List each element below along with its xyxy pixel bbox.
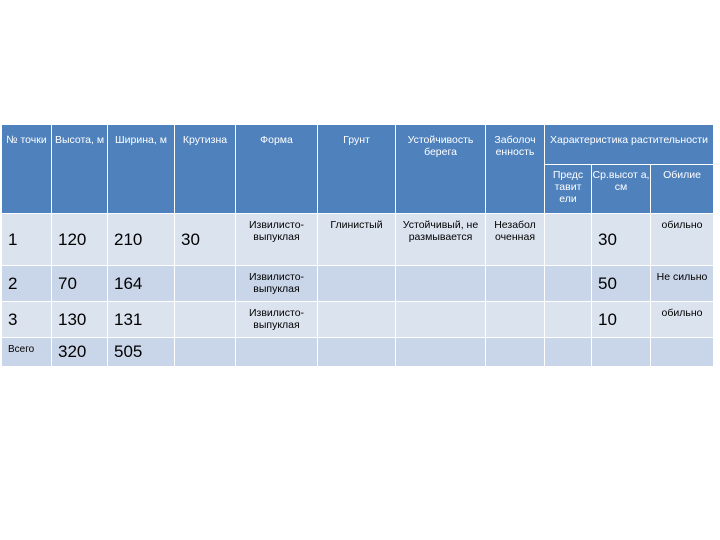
cell-height: 120 bbox=[52, 214, 108, 266]
header-point: № точки bbox=[2, 125, 52, 214]
cell-shape: Извилисто-выпуклая bbox=[236, 302, 318, 338]
cell-soil bbox=[318, 266, 396, 302]
cell-abundance: обильно bbox=[651, 302, 714, 338]
cell-shape: Извилисто-выпуклая bbox=[236, 214, 318, 266]
cell-abundance bbox=[651, 338, 714, 367]
cell-height: 130 bbox=[52, 302, 108, 338]
cell-bank-stability bbox=[396, 266, 486, 302]
cell-point: 1 bbox=[2, 214, 52, 266]
cell-avg-height: 50 bbox=[592, 266, 651, 302]
cell-soil: Глинистый bbox=[318, 214, 396, 266]
cell-width: 131 bbox=[108, 302, 175, 338]
cell-swampiness: Незабол оченная bbox=[486, 214, 545, 266]
header-soil: Грунт bbox=[318, 125, 396, 214]
cell-width: 210 bbox=[108, 214, 175, 266]
cell-bank-stability: Устойчивый, не размывается bbox=[396, 214, 486, 266]
cell-soil bbox=[318, 302, 396, 338]
cell-bank-stability bbox=[396, 338, 486, 367]
cell-height: 320 bbox=[52, 338, 108, 367]
header-abundance: Обилие bbox=[651, 165, 714, 214]
cell-soil bbox=[318, 338, 396, 367]
header-shape: Форма bbox=[236, 125, 318, 214]
cell-bank-stability bbox=[396, 302, 486, 338]
header-bank-stability: Устойчивость берега bbox=[396, 125, 486, 214]
survey-table bbox=[1, 124, 714, 367]
cell-representatives bbox=[545, 266, 592, 302]
cell-swampiness bbox=[486, 266, 545, 302]
table-row bbox=[2, 214, 714, 266]
header-swampiness: Заболоч енность bbox=[486, 125, 545, 214]
cell-slope bbox=[175, 266, 236, 302]
cell-slope bbox=[175, 338, 236, 367]
cell-avg-height: 10 bbox=[592, 302, 651, 338]
cell-abundance: обильно bbox=[651, 214, 714, 266]
cell-abundance: Не сильно bbox=[651, 266, 714, 302]
cell-point: 2 bbox=[2, 266, 52, 302]
header-avg-height: Ср.высот а, см bbox=[592, 165, 651, 214]
table-row bbox=[2, 302, 714, 338]
header-vegetation: Характеристика растительности bbox=[545, 125, 714, 165]
cell-shape bbox=[236, 338, 318, 367]
cell-point: Всего bbox=[2, 338, 52, 367]
cell-width: 164 bbox=[108, 266, 175, 302]
table-row bbox=[2, 266, 714, 302]
cell-representatives bbox=[545, 214, 592, 266]
cell-swampiness bbox=[486, 338, 545, 367]
header-slope: Крутизна bbox=[175, 125, 236, 214]
cell-swampiness bbox=[486, 302, 545, 338]
cell-shape: Извилисто-выпуклая bbox=[236, 266, 318, 302]
cell-point: 3 bbox=[2, 302, 52, 338]
cell-avg-height: 30 bbox=[592, 214, 651, 266]
cell-representatives bbox=[545, 302, 592, 338]
header-height: Высота, м bbox=[52, 125, 108, 214]
cell-height: 70 bbox=[52, 266, 108, 302]
cell-representatives bbox=[545, 338, 592, 367]
table-row bbox=[2, 338, 714, 367]
cell-slope bbox=[175, 302, 236, 338]
cell-avg-height bbox=[592, 338, 651, 367]
cell-slope: 30 bbox=[175, 214, 236, 266]
cell-width: 505 bbox=[108, 338, 175, 367]
header-representatives: Предс тавит ели bbox=[545, 165, 592, 214]
header-width: Ширина, м bbox=[108, 125, 175, 214]
